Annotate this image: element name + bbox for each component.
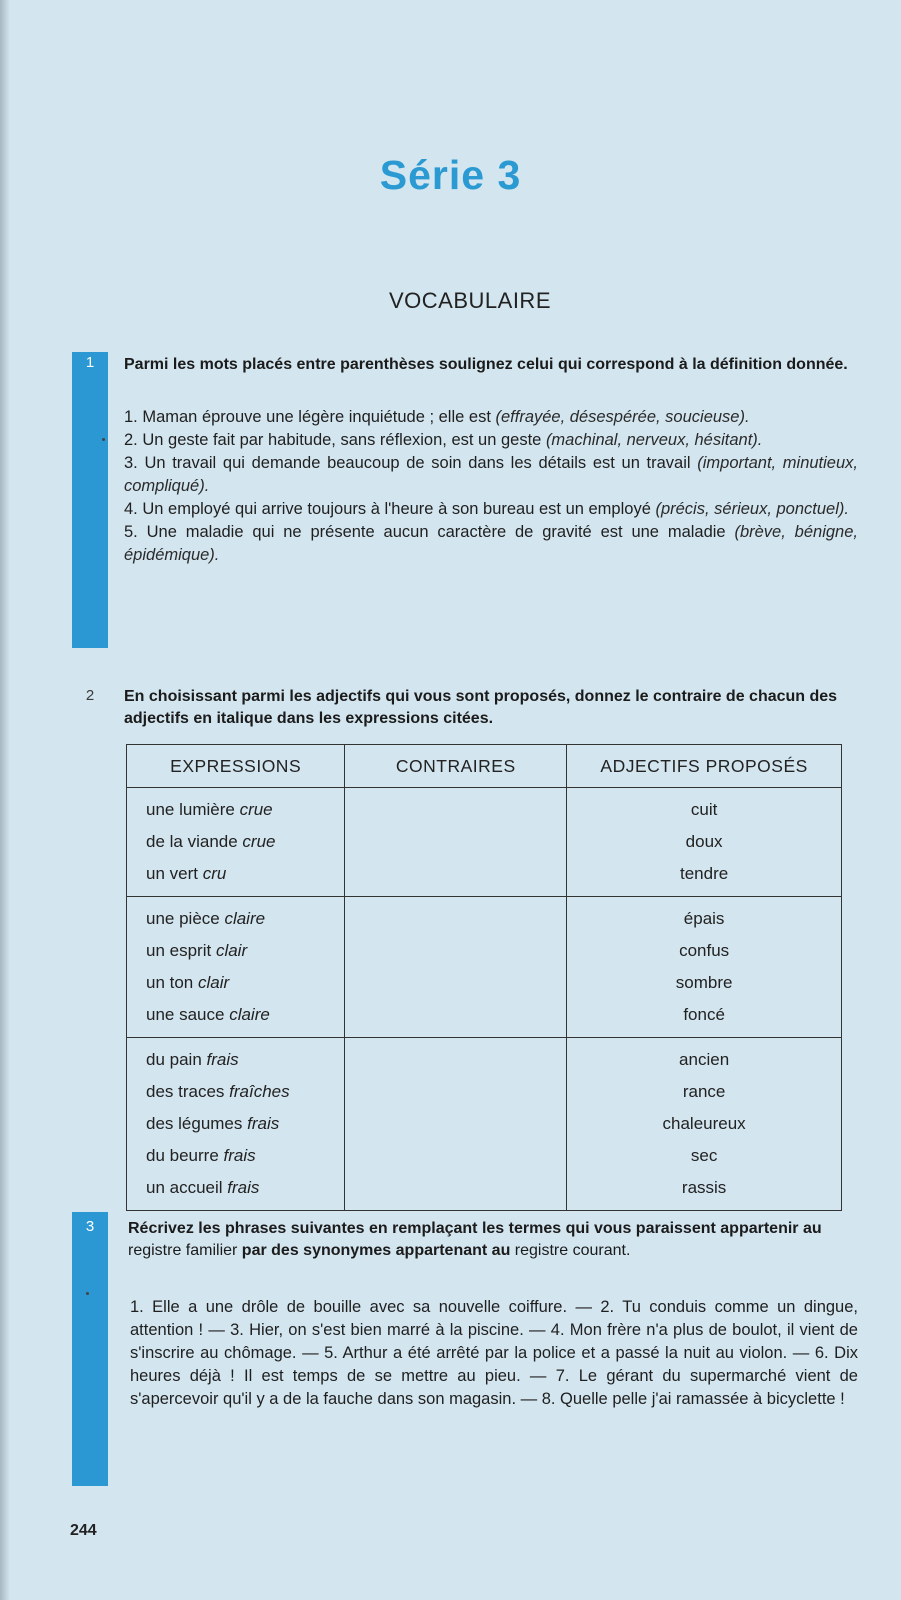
contraires-answer-cell[interactable] (345, 897, 567, 1038)
exercise-1-item: 1. Maman éprouve une légère inquiétude ; elle est (effrayée, désespérée, soucieuse). (124, 408, 750, 426)
exercise-2-instruction: En choisissant parmi les adjectifs qui vous sont proposés, donnez le contraire de chacun des adjectifs en italique dans les expressions citées. (124, 688, 838, 727)
exercise-1-item: 4. Un employé qui arrive toujours à l'heure à son bureau est un employé (précis, sérieux, ponctuel). (124, 500, 849, 518)
exercise-3-instruction: Récrivez les phrases suivantes en remplaçant les termes qui vous paraissent appartenir au registre familier par des synonymes appartenant au registre courant. (128, 1220, 822, 1259)
expressions-cell (127, 1038, 345, 1211)
section-title: VOCABULAIRE (389, 288, 551, 313)
expression: du beurre frais (146, 1146, 256, 1165)
proposed-adjective: épais (683, 909, 725, 928)
header-adjectifs: ADJECTIFS PROPOSÉS (567, 745, 842, 788)
exercise-1-item: 5. Une maladie qui ne présente aucun caractère de gravité est une maladie (brève, bénigne, épidémique). (124, 523, 858, 564)
exercise-2-number: 2 (85, 687, 95, 704)
expression: du pain frais (146, 1050, 239, 1069)
expression: un esprit clair (146, 941, 248, 960)
expressions-cell (127, 788, 345, 897)
header-expressions: EXPRESSIONS (127, 745, 345, 788)
exercise-3-sentences: 1. Elle a une drôle de bouille avec sa nouvelle coiffure. — 2. Tu conduis comme un dingue, attention ! — 3. Hier, on s'est bien marré à la piscine. — 4. Mon frère n'a plus de boulot, il vient de s'inscrire au chômage. — 5. Arthur a été arrêté par la police et a passé la nuit au violon. — 6. Dix heures déjà ! Il est temps de se mettre au pieu. — 7. Le gérant du supermarché vient de s'apercevoir qu'il y a de la fauche dans son magasin. — 8. Quelle pelle j'ai ramassée à bicyclette ! (130, 1298, 858, 1408)
expression: des légumes frais (146, 1114, 280, 1133)
expression: une pièce claire (146, 909, 266, 928)
page-number: 244 (70, 1522, 97, 1539)
page-edge-shadow (0, 0, 10, 1600)
proposed-adjective: ancien (679, 1050, 730, 1069)
proposed-adjective: sombre (675, 973, 733, 992)
exercise-1-item: 2. Un geste fait par habitude, sans réflexion, est un geste (machinal, nerveux, hésitant). (124, 431, 763, 449)
proposed-adjective: foncé (683, 1005, 725, 1024)
proposed-adjective: confus (679, 941, 730, 960)
proposed-adjective: rassis (681, 1178, 727, 1197)
contraires-answer-cell[interactable] (345, 788, 567, 897)
adjectives-cell (567, 1038, 842, 1211)
table-row (127, 788, 842, 897)
proposed-adjective: rance (682, 1082, 726, 1101)
proposed-adjective: chaleureux (662, 1114, 746, 1133)
expression: des traces fraîches (146, 1082, 290, 1101)
exercise-1-item: 3. Un travail qui demande beaucoup de soin dans les détails est un travail (important, minutieux, compliqué). (124, 454, 858, 495)
expression: une sauce claire (146, 1005, 270, 1024)
contraires-answer-cell[interactable] (345, 1038, 567, 1211)
proposed-adjective: sec (690, 1146, 718, 1165)
exercise-1-items (124, 406, 858, 567)
adjectives-cell (567, 897, 842, 1038)
vocabulary-table (126, 744, 842, 1211)
table-row (127, 897, 842, 1038)
exercise-3-bar (72, 1212, 108, 1486)
exercise-3-number: 3 (85, 1218, 95, 1235)
proposed-adjective: cuit (690, 800, 718, 819)
exercise-1-number: 1 (85, 354, 95, 371)
expression: un vert cru (146, 864, 227, 883)
series-title: Série 3 (379, 152, 522, 198)
adjectives-cell (567, 788, 842, 897)
exercise-1-instruction: Parmi les mots placés entre parenthèses soulignez celui qui correspond à la définition donnée. (124, 356, 848, 373)
expression: une lumière crue (146, 800, 273, 819)
header-contraires: CONTRAIRES (345, 745, 567, 788)
proposed-adjective: tendre (680, 864, 729, 883)
exercise-1-bar (72, 352, 108, 648)
expression: de la viande crue (146, 832, 276, 851)
print-speck (86, 1292, 89, 1295)
table-row (127, 1038, 842, 1211)
print-speck (102, 438, 105, 441)
expression: un ton clair (146, 973, 230, 992)
expression: un accueil frais (146, 1178, 260, 1197)
expressions-cell (127, 897, 345, 1038)
proposed-adjective: doux (685, 832, 723, 851)
table-header-row (127, 745, 842, 788)
